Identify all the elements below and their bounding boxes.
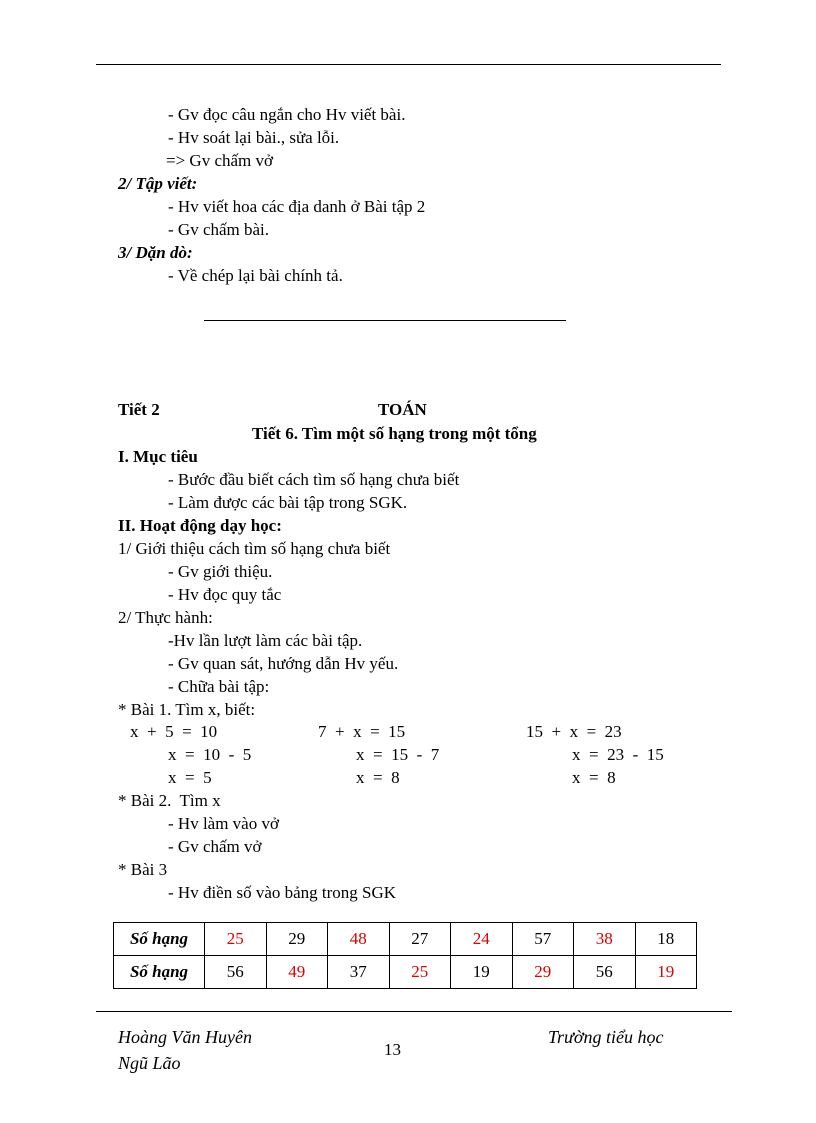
equation: x = 8	[356, 768, 400, 787]
lesson-title: Tiết 6. Tìm một số hạng trong một tổng	[252, 424, 537, 443]
table-cell: 25	[205, 923, 267, 956]
text-line: - Làm được các bài tập trong SGK.	[168, 493, 408, 512]
page-number: 13	[384, 1040, 401, 1059]
table-cell: 56	[205, 956, 267, 989]
table-cell: 49	[266, 956, 328, 989]
table-cell: 29	[512, 956, 574, 989]
text-line: - Hv soát lại bài., sửa lỗi.	[168, 128, 340, 147]
addend-table	[113, 922, 697, 989]
period-label: Tiết 2	[118, 400, 160, 419]
exercise-2-heading: * Bài 2. Tìm x	[118, 791, 221, 810]
row-header: Số hạng	[114, 923, 205, 956]
subject-title: TOÁN	[378, 400, 427, 419]
table-row	[114, 923, 697, 956]
equation: x = 5	[168, 768, 212, 787]
table-row	[114, 956, 697, 989]
text-line: 1/ Giới thiệu cách tìm số hạng chưa biết	[118, 539, 391, 558]
equation: x + 5 = 10	[130, 722, 218, 741]
footer-author: Hoàng Văn Huyên	[118, 1027, 252, 1047]
heading-tap-viet: 2/ Tập viết:	[118, 174, 198, 193]
objectives-heading: I. Mục tiêu	[118, 447, 198, 466]
exercise-1-heading: * Bài 1. Tìm x, biết:	[118, 700, 256, 719]
text-line: - Gv chấm bài.	[168, 220, 270, 239]
separator-rule	[204, 320, 566, 321]
text-line: => Gv chấm vở	[166, 151, 274, 170]
text-line: - Hv đọc quy tắc	[168, 585, 282, 604]
row-header: Số hạng	[114, 956, 205, 989]
table-cell: 19	[451, 956, 513, 989]
table-cell: 38	[574, 923, 636, 956]
text-line: - Hv viết hoa các địa danh ở Bài tập 2	[168, 197, 426, 216]
table-cell: 18	[635, 923, 697, 956]
text-line: - Chữa bài tập:	[168, 677, 270, 696]
text-line: - Gv giới thiệu.	[168, 562, 273, 581]
text-line: 2/ Thực hành:	[118, 608, 213, 627]
table-cell: 57	[512, 923, 574, 956]
text-line: -Hv lần lượt làm các bài tập.	[168, 631, 363, 650]
text-line: - Gv đọc câu ngắn cho Hv viết bài.	[168, 105, 406, 124]
equation: x = 10 - 5	[168, 745, 252, 764]
activities-heading: II. Hoạt động dạy học:	[118, 516, 282, 535]
equation: x = 23 - 15	[572, 745, 664, 764]
table-cell: 56	[574, 956, 636, 989]
text-line: - Gv chấm vở	[168, 837, 262, 856]
table-cell: 48	[328, 923, 390, 956]
equation: 7 + x = 15	[318, 722, 406, 741]
header-rule	[96, 64, 721, 65]
equation: x = 15 - 7	[356, 745, 440, 764]
heading-dan-do: 3/ Dặn dò:	[118, 243, 193, 262]
text-line: - Gv quan sát, hướng dẫn Hv yếu.	[168, 654, 399, 673]
footer-rule	[96, 1011, 732, 1012]
equation: x = 8	[572, 768, 616, 787]
table-cell: 29	[266, 923, 328, 956]
table-cell: 25	[389, 956, 451, 989]
table-cell: 37	[328, 956, 390, 989]
table-cell: 27	[389, 923, 451, 956]
equation: 15 + x = 23	[526, 722, 622, 741]
text-line: - Hv làm vào vở	[168, 814, 279, 833]
table-cell: 24	[451, 923, 513, 956]
footer-author-place: Ngũ Lão	[118, 1053, 181, 1073]
exercise-3-heading: * Bài 3	[118, 860, 168, 879]
table-cell: 19	[635, 956, 697, 989]
footer-school: Trường tiểu học	[548, 1027, 664, 1047]
text-line: - Bước đầu biết cách tìm số hạng chưa biết	[168, 470, 460, 489]
text-line: - Hv điền số vào bảng trong SGK	[168, 883, 397, 902]
text-line: - Về chép lại bài chính tả.	[168, 266, 343, 285]
